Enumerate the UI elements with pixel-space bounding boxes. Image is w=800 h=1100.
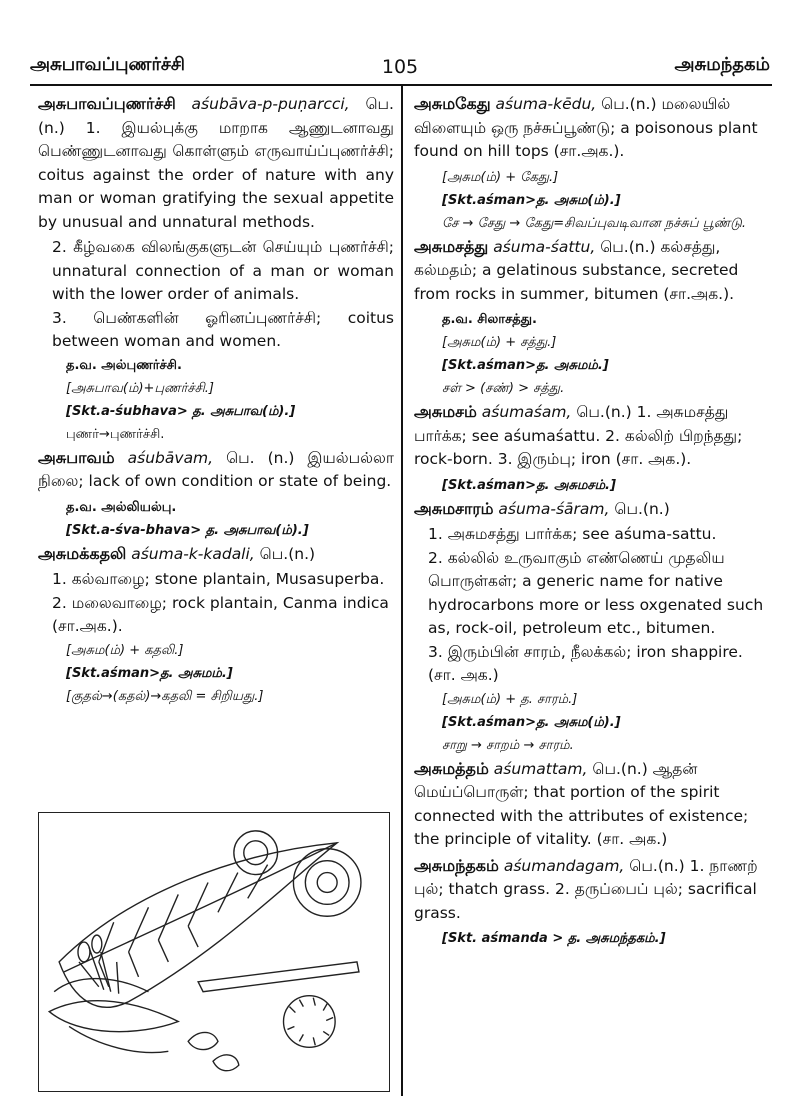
entry-asumakedu [414, 92, 774, 164]
transliteration: aśumaśam, [481, 403, 572, 421]
etymology: [அசும(ம்) + த. சாரம்.] [442, 691, 578, 707]
transliteration: aśubāvam, [127, 448, 214, 467]
derivation: சாறு → சாறம் → சாரம். [442, 737, 574, 753]
sanskrit-origin: [Skt. aśmanda > த. அசுமந்தகம்.] [442, 931, 666, 946]
entry-asumasam [414, 400, 774, 472]
tamil-equivalent: த.வ. அல்புணர்ச்சி. [66, 357, 182, 373]
running-head-left: அசுபாவப்புணர்ச்சி [30, 54, 185, 75]
sanskrit-origin: [Skt.aśman>த. அசும(ம்).] [442, 714, 621, 730]
etymology: [அசும(ம்) + சத்து.] [442, 335, 557, 350]
sense-2: 2. கீழ்வகை விலங்குகளுடன் செய்யும் புணர்ச்சி; unnatural connection of a man or woman with the lower order of animals. [52, 238, 394, 303]
derivation: சள் > (சண்) > சத்து. [442, 381, 565, 396]
definition: பெ. (n.) இயல்பல்லா நிலை; lack of own condition or state of being. [38, 448, 394, 490]
transliteration: aśuma-kēdu, [495, 95, 597, 113]
entry-asubavam [38, 446, 394, 494]
etymology: [அசுபாவ(ம்)+புணர்ச்சி.] [66, 380, 214, 396]
transliteration: aśumattam, [493, 759, 588, 778]
headword: அசுமத்தம் [414, 758, 489, 778]
derivation: சே → சேது → கேது=சிவப்புவடிவான நச்சுப் பூண்டு. [442, 215, 746, 231]
sense-2: 2. மலைவாழை; rock plantain, Canma indica (சா.அக.). [52, 593, 389, 635]
sense-2: 2. கல்லில் உருவாகும் எண்ணெய் முதலிய பொருள்கள்; a generic name for native hydrocarbons more or less oxgenated such as, rock-oil, petroleum etc., bitumen. [428, 548, 764, 637]
transliteration: aśuma-śāram, [498, 499, 610, 518]
sanskrit-origin: [Skt.aśman>த. அசும(ம்).] [442, 192, 621, 208]
right-column [414, 92, 774, 950]
sense-3: 3. இரும்பின் சாரம், நீலக்கல்; iron shappire. (சா. அக.) [428, 642, 743, 684]
headword: அசுமக்கதலி [38, 543, 127, 563]
plant-illustration [38, 812, 390, 1092]
column-divider [401, 86, 403, 1096]
entry-asumasattu [414, 235, 774, 307]
sense-1: 1. கல்வாழை; stone plantain, Musasuperba. [52, 570, 385, 588]
entry-asumakkadali [38, 542, 394, 567]
transliteration: aśumandagam, [503, 856, 625, 875]
part-of-speech: பெ.(n.) [259, 544, 316, 563]
headword: அசுமசம் [414, 402, 477, 421]
sanskrit-origin: [Skt.a-śubhava> த. அசுபாவ(ம்).] [66, 403, 296, 419]
entry-asubavappunarcci [38, 92, 394, 234]
tamil-equivalent: த.வ. சிலாசத்து. [442, 312, 537, 327]
plant-illustration-drawing [39, 813, 389, 1091]
headword: அசுமகேது [414, 94, 491, 113]
entry-asumattam [414, 757, 774, 852]
definition: பெ.(n.) 1. அசுமசத்து பார்க்க; see aśumaśattu. 2. கல்லிற் பிறந்தது; rock-born. 3. இரும்பு; iron (சா. அக.). [414, 403, 743, 468]
headword: அசுமசத்து [414, 236, 489, 256]
derivation: [குதல்→(கதல்)→கதலி = சிறியது.] [66, 688, 264, 704]
definition: பெ.(n.) ஆதன் மெய்ப்பொருள்; that portion of the spirit connected with the attributes of existence; the principle of vitality. (சா. அக.) [414, 759, 749, 848]
transliteration: aśuma-śattu, [493, 237, 596, 256]
etymology: [அசும(ம்) + கேது.] [442, 169, 559, 185]
headword: அசுமசாரம் [414, 498, 494, 518]
headword: அசுபாவப்புணர்ச்சி [38, 94, 176, 113]
page-number: 105 [381, 56, 419, 78]
entry-asumasaram [414, 497, 774, 522]
sanskrit-origin: [Skt.aśman>த. அசுமம்.] [66, 665, 233, 681]
headword: அசுபாவம் [38, 447, 115, 467]
definition: பெ. (n.) 1. இயல்புக்கு மாறாக ஆணுடனாவது பெண்ணுடனாவது கொள்ளும் எருவாய்ப்புணர்ச்சி; coitus against the order of nature with any man or woman gratifying the sexual appetite by unusual and unnatural methods. [38, 95, 394, 231]
tamil-equivalent: த.வ. அல்லியல்பு. [66, 499, 177, 515]
sanskrit-origin: [Skt.aśman>த. அசுமம்.] [442, 358, 609, 373]
headword: அசுமந்தகம் [414, 855, 499, 875]
derivation: புணர்→புணர்ச்சி. [66, 426, 165, 442]
sense-1: 1. அசுமசத்து பார்க்க; see aśuma-sattu. [428, 525, 717, 543]
definition: பெ.(n.) கல்சத்து, கல்மதம்; a gelatinous substance, secreted from rocks in summer, bitumen (சா.அக.). [414, 237, 739, 303]
sanskrit-origin: [Skt.a-śva-bhava> த. அசுபாவ(ம்).] [66, 522, 309, 538]
running-head-right: அசுமந்தகம் [674, 54, 770, 75]
sense-3: 3. பெண்களின் ஓரினப்புணர்ச்சி; coitus between woman and women. [52, 308, 394, 350]
transliteration: aśubāva-p-puṇarcci, [191, 95, 350, 113]
sanskrit-origin: [Skt.aśman>த. அசுமசம்.] [442, 477, 616, 493]
definition: பெ.(n.) மலையில் விளையும் ஒரு நச்சுப்பூண்டு; a poisonous plant found on hill tops (சா.அக.). [414, 95, 758, 160]
left-column [38, 92, 394, 708]
definition: பெ.(n.) 1. நாணற் புல்; thatch grass. 2. தருப்பைப் புல்; sacrifical grass. [414, 856, 758, 922]
entry-asumandagam [414, 854, 774, 926]
etymology: [அசும(ம்) + கதலி.] [66, 642, 184, 658]
part-of-speech: பெ.(n.) [614, 499, 670, 518]
transliteration: aśuma-k-kadali, [131, 544, 255, 563]
